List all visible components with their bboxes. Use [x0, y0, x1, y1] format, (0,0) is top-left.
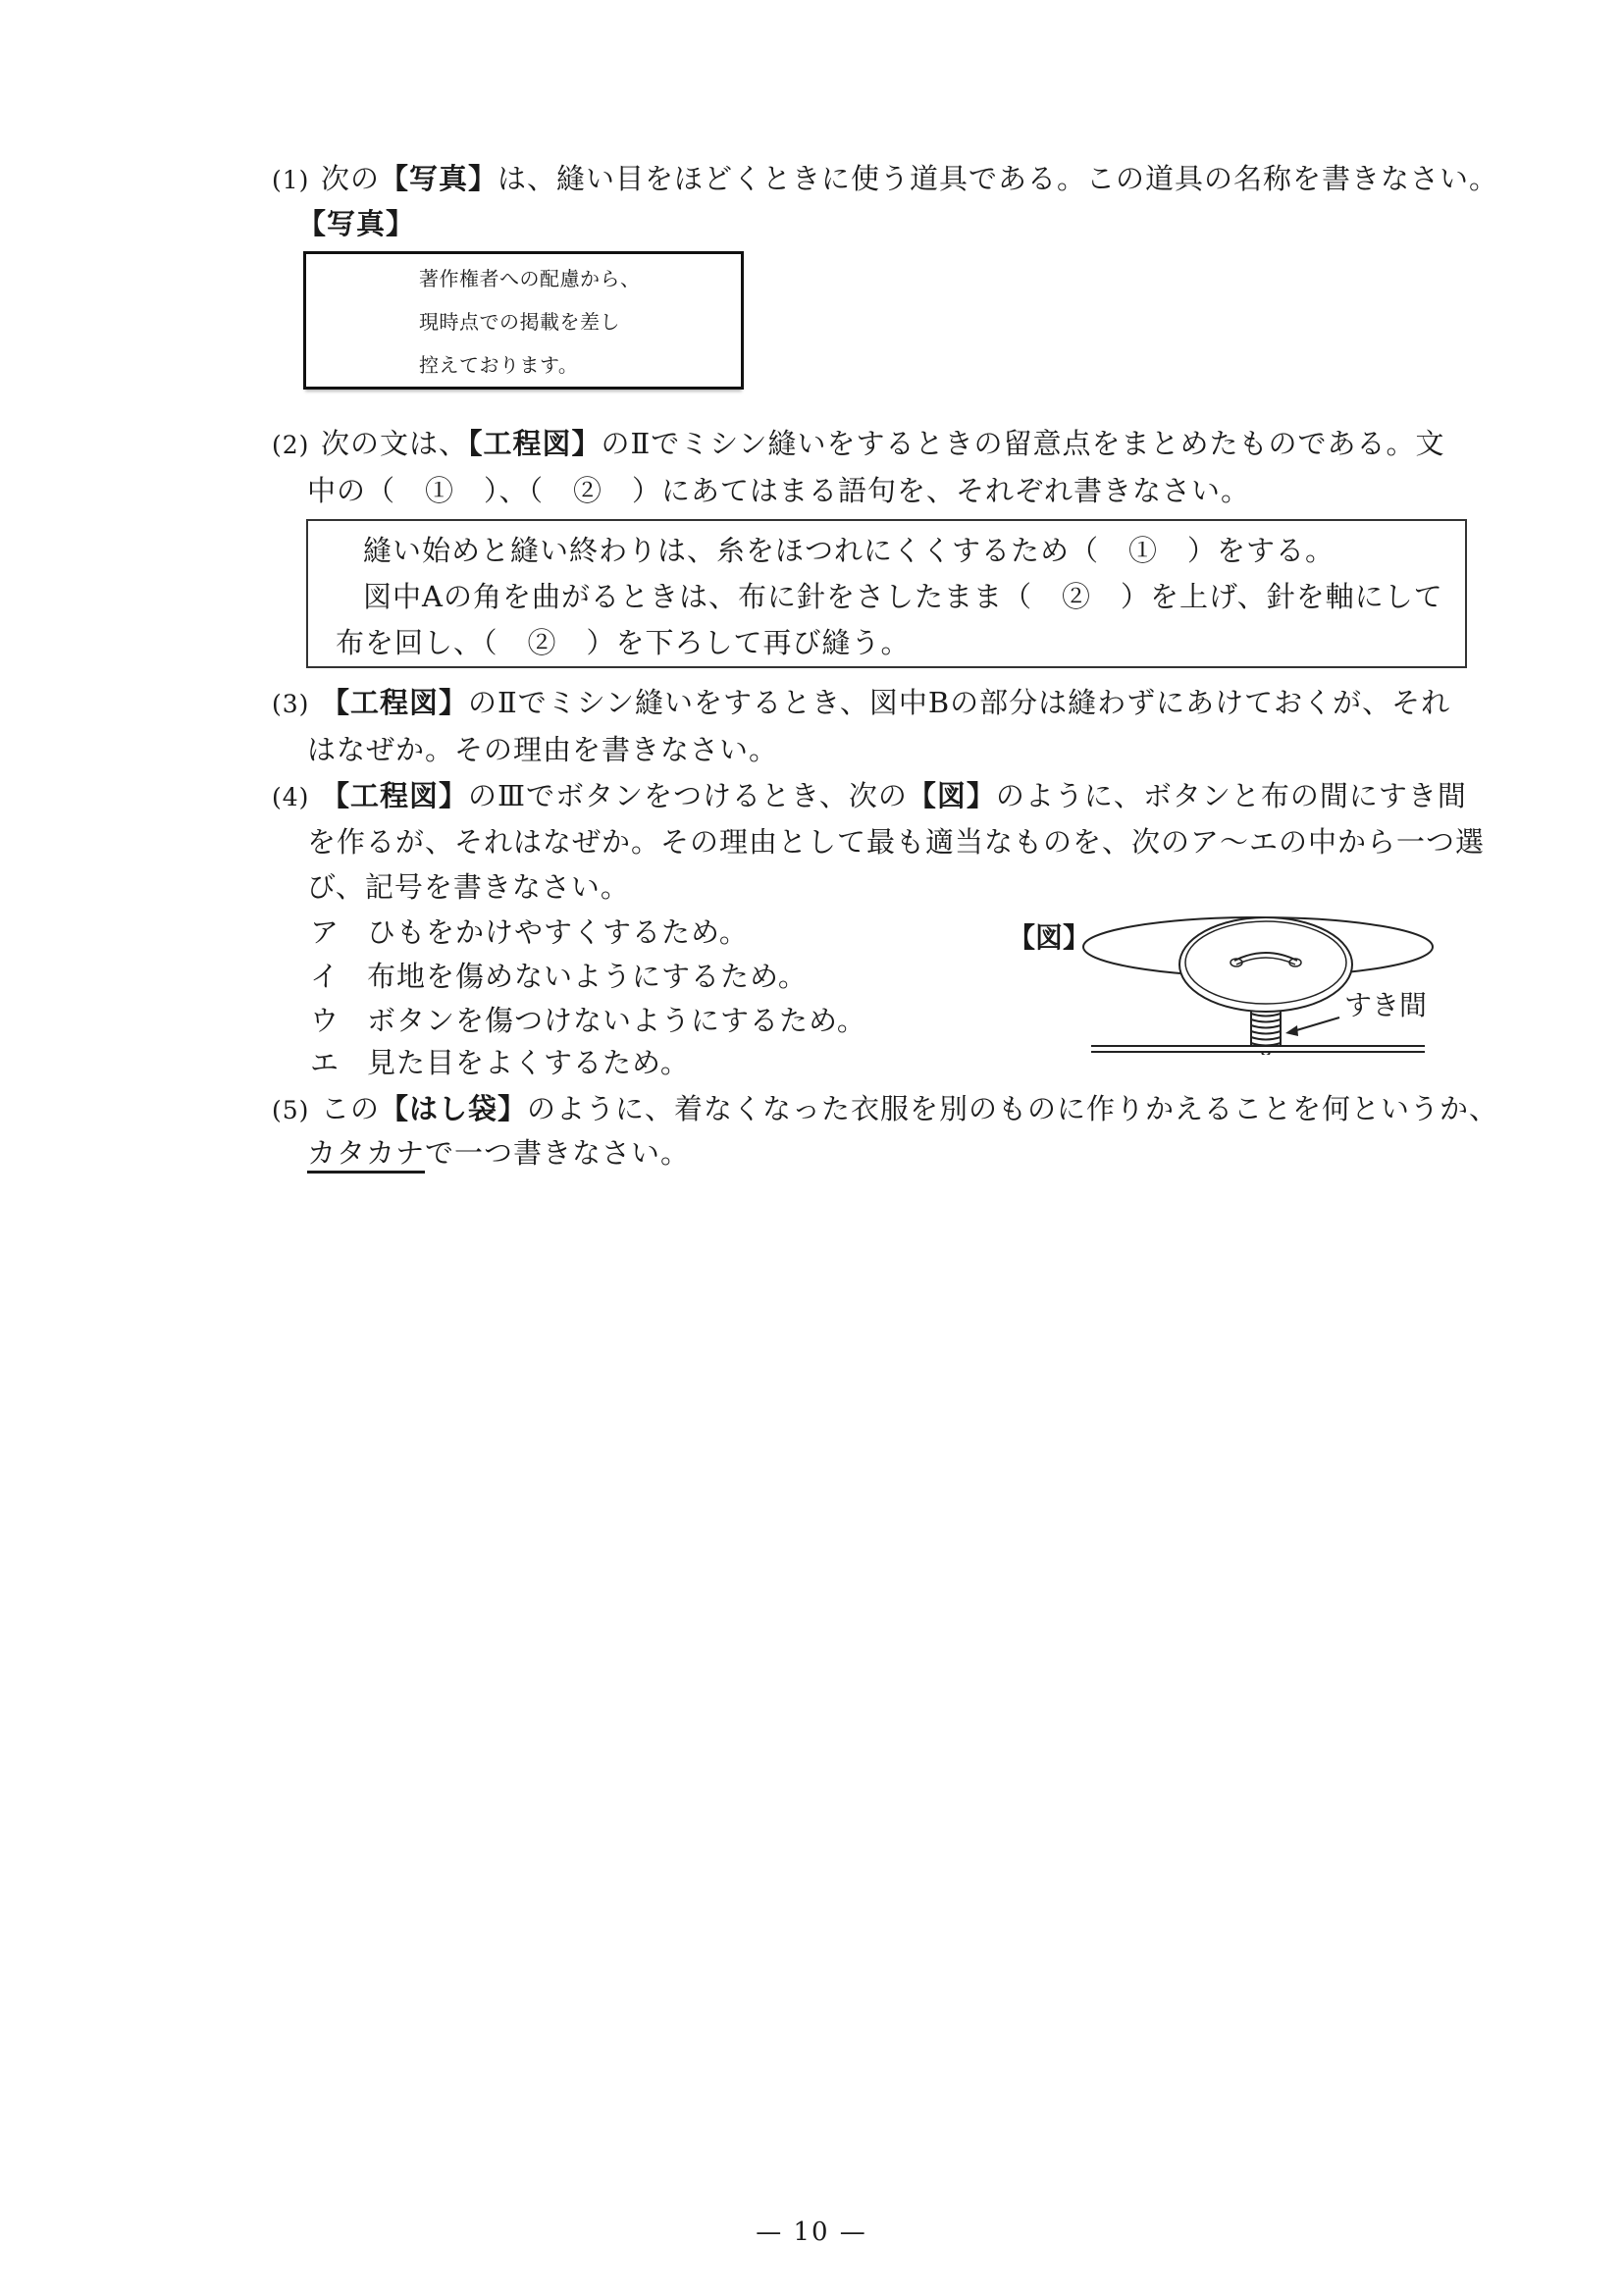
photo-placeholder-box [303, 251, 744, 390]
question-1-line-1: (1) 次の【写真】は、縫い目をほどくときに使う道具である。この道具の名称を書きなさい。 [272, 159, 1498, 200]
question-4-line-2: を作るが、それはなぜか。その理由として最も適当なものを、次のア～エの中から一つ選 [307, 825, 1486, 859]
choice-label: ウ [310, 1004, 340, 1037]
question-number: (2) [272, 431, 310, 459]
choice-c [310, 1001, 866, 1040]
note-line: 図中Aの角を曲がるときは、布に針をさしたまま（ ② ）を上げ、針を軸にして [363, 580, 1443, 613]
photo-label: 【写真】 [297, 207, 416, 240]
choice-text: 見た目をよくするため。 [367, 1046, 690, 1079]
process-diagram-reference: 【工程図】 [468, 427, 602, 460]
choice-label: エ [310, 1046, 340, 1079]
choice-text: 布地を傷めないようにするため。 [367, 960, 808, 993]
choice-d [310, 1043, 690, 1082]
chopstick-bag-reference: 【はし袋】 [380, 1092, 528, 1125]
question-3-line-1: (3) 【工程図】のⅡでミシン縫いをするとき、図中Bの部分は縫わずにあけておくが、それ [272, 683, 1450, 724]
choice-label: イ [310, 960, 340, 993]
note-line: 布を回し、（ ② ）を下ろして再び縫う。 [336, 626, 911, 659]
figure-label: 【図】 [1008, 921, 1091, 954]
photo-notice-line: 著作権者への配慮から、 [419, 267, 641, 290]
question-3-line-2: はなぜか。その理由を書きなさい。 [307, 733, 779, 766]
question-4-line-1: (4) 【工程図】のⅢでボタンをつけるとき、次の【図】のように、ボタンと布の間にすき間 [272, 776, 1467, 817]
choice-text: ひもをかけやすくするため。 [367, 915, 749, 949]
question-number: (3) [272, 690, 310, 718]
question-2-line-1: (2) 次の文は、【工程図】のⅡでミシン縫いをするときの留意点をまとめたものである。文 [272, 424, 1445, 465]
sewing-notes-box [306, 519, 1467, 668]
question-number: (4) [272, 783, 310, 811]
question-5-line-2: カタカナで一つ書きなさい。 [307, 1133, 690, 1173]
question-4-line-3: び、記号を書きなさい。 [307, 870, 630, 904]
question-5-line-1: (5) この【はし袋】のように、着なくなった衣服を別のものに作りかえることを何というか、 [272, 1089, 1498, 1130]
question-2-line-2: 中の（ ① ）、（ ② ）にあてはまる語句を、それぞれ書きなさい。 [307, 474, 1251, 507]
photo-notice-line: 現時点での掲載を差し [419, 310, 620, 334]
photo-reference: 【写真】 [380, 162, 498, 195]
process-diagram-reference: 【工程図】 [321, 779, 469, 812]
underlined-katakana: カタカナ [307, 1136, 425, 1174]
choice-b [310, 957, 808, 996]
figure-reference: 【図】 [907, 779, 996, 812]
question-number: (1) [272, 166, 310, 194]
question-number: (5) [272, 1096, 310, 1124]
photo-notice-line: 控えております。 [419, 353, 579, 377]
choice-a [310, 913, 749, 952]
note-line: 縫い始めと縫い終わりは、糸をほつれにくくするため（ ① ）をする。 [363, 534, 1335, 567]
page-number: — 10 — [756, 2218, 867, 2247]
process-diagram-reference: 【工程図】 [321, 686, 469, 719]
choice-label: ア [310, 915, 340, 949]
button-icon [1168, 917, 1403, 1055]
gap-caption: すき間 [1344, 989, 1428, 1021]
choice-text: ボタンを傷つけないようにするため。 [367, 1004, 866, 1037]
